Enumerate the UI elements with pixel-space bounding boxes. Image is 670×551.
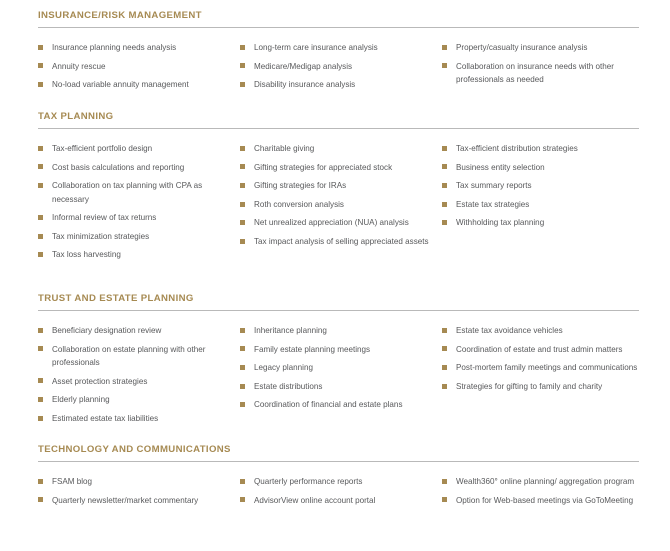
list-column-1 xyxy=(38,142,228,267)
list-item xyxy=(38,412,228,425)
item-label: Strategies for gifting to family and charity xyxy=(456,381,603,391)
item-label: Option for Web-based meetings via GoToMeeting xyxy=(456,495,634,505)
item-label: Gifting strategies for appreciated stock xyxy=(254,162,393,172)
item-label: Inheritance planning xyxy=(254,326,327,335)
square-bullet-icon xyxy=(38,234,43,239)
list-item xyxy=(38,142,228,155)
section-divider xyxy=(38,461,639,462)
item-label: Withholding tax planning xyxy=(456,218,545,228)
list-item xyxy=(240,41,430,54)
item-label: Tax impact analysis of selling appreciated assets xyxy=(254,236,429,246)
list-column-2 xyxy=(240,324,430,417)
square-bullet-icon xyxy=(240,402,245,407)
list-item xyxy=(38,230,228,243)
item-label: Elderly planning xyxy=(52,395,110,405)
square-bullet-icon xyxy=(442,497,447,502)
square-bullet-icon xyxy=(442,384,447,389)
item-label: Cost basis calculations and reporting xyxy=(52,162,185,172)
item-label: Tax summary reports xyxy=(456,181,532,191)
list-item xyxy=(240,475,430,488)
square-bullet-icon xyxy=(442,202,447,207)
list-item xyxy=(442,380,639,393)
list-item xyxy=(442,475,639,488)
item-label: Estate tax avoidance vehicles xyxy=(456,326,563,335)
list-item xyxy=(442,161,639,174)
item-label: Tax-efficient distribution strategies xyxy=(456,144,578,153)
square-bullet-icon xyxy=(240,328,245,333)
item-label: Property/casualty insurance analysis xyxy=(456,43,588,52)
list-item xyxy=(240,179,430,192)
list-item xyxy=(240,343,430,356)
list-item xyxy=(442,494,639,507)
list-item xyxy=(38,343,228,370)
square-bullet-icon xyxy=(240,164,245,169)
list-item xyxy=(240,235,430,248)
list-item xyxy=(442,41,639,54)
item-label: Asset protection strategies xyxy=(52,376,148,386)
section-title: TECHNOLOGY AND COMMUNICATIONS xyxy=(38,444,231,455)
square-bullet-icon xyxy=(240,146,245,151)
item-label: Quarterly performance reports xyxy=(254,477,363,486)
list-item xyxy=(38,494,228,507)
square-bullet-icon xyxy=(240,239,245,244)
square-bullet-icon xyxy=(38,215,43,220)
square-bullet-icon xyxy=(240,497,245,502)
item-label: Beneficiary designation review xyxy=(52,326,162,335)
section-divider xyxy=(38,310,639,311)
square-bullet-icon xyxy=(442,479,447,484)
square-bullet-icon xyxy=(442,45,447,50)
item-label: Collaboration on insurance needs with other professionals as needed xyxy=(456,61,614,84)
list-item xyxy=(240,161,430,174)
square-bullet-icon xyxy=(38,252,43,257)
item-label: Quarterly newsletter/market commentary xyxy=(52,495,199,505)
square-bullet-icon xyxy=(240,384,245,389)
item-label: Estate tax strategies xyxy=(456,199,530,209)
list-item xyxy=(442,142,639,155)
list-item xyxy=(240,324,430,337)
square-bullet-icon xyxy=(38,45,43,50)
item-label: Coordination of financial and estate plans xyxy=(254,400,403,410)
list-item xyxy=(240,361,430,374)
item-label: Estate distributions xyxy=(254,381,323,391)
square-bullet-icon xyxy=(442,183,447,188)
list-item xyxy=(38,179,228,206)
list-item xyxy=(240,142,430,155)
list-item xyxy=(38,375,228,388)
list-item xyxy=(240,60,430,73)
section-divider xyxy=(38,128,639,129)
list-item xyxy=(38,324,228,337)
square-bullet-icon xyxy=(442,346,447,351)
item-label: Charitable giving xyxy=(254,144,315,153)
square-bullet-icon xyxy=(240,346,245,351)
item-label: Collaboration on estate planning with other professionals xyxy=(52,344,206,367)
list-item xyxy=(442,343,639,356)
item-label: No-load variable annuity management xyxy=(52,80,189,90)
section-title: TRUST AND ESTATE PLANNING xyxy=(38,293,194,304)
square-bullet-icon xyxy=(240,63,245,68)
square-bullet-icon xyxy=(240,365,245,370)
list-item xyxy=(442,179,639,192)
item-label: Estimated estate tax liabilities xyxy=(52,413,159,423)
item-label: Informal review of tax returns xyxy=(52,213,157,223)
item-label: Long-term care insurance analysis xyxy=(254,43,378,52)
list-item xyxy=(240,398,430,411)
list-column-2 xyxy=(240,142,430,254)
square-bullet-icon xyxy=(38,497,43,502)
square-bullet-icon xyxy=(38,397,43,402)
item-label: AdvisorView online account portal xyxy=(254,495,376,505)
item-label: Net unrealized appreciation (NUA) analysis xyxy=(254,218,409,228)
square-bullet-icon xyxy=(442,220,447,225)
square-bullet-icon xyxy=(240,82,245,87)
square-bullet-icon xyxy=(442,328,447,333)
list-item xyxy=(38,78,228,91)
list-column-2 xyxy=(240,41,430,97)
square-bullet-icon xyxy=(38,346,43,351)
item-label: Tax-efficient portfolio design xyxy=(52,144,153,153)
item-label: Insurance planning needs analysis xyxy=(52,43,177,52)
item-label: Disability insurance analysis xyxy=(254,80,356,90)
item-label: FSAM blog xyxy=(52,477,93,486)
list-item xyxy=(38,393,228,406)
list-item xyxy=(442,198,639,211)
list-column-3 xyxy=(442,324,639,398)
list-column-1 xyxy=(38,324,228,430)
section-title: INSURANCE/RISK MANAGEMENT xyxy=(38,10,202,21)
square-bullet-icon xyxy=(240,183,245,188)
square-bullet-icon xyxy=(38,63,43,68)
item-label: Tax loss harvesting xyxy=(52,250,121,260)
square-bullet-icon xyxy=(240,220,245,225)
list-item xyxy=(240,380,430,393)
item-label: Wealth360° online planning/ aggregation program xyxy=(456,477,635,486)
square-bullet-icon xyxy=(38,416,43,421)
list-item xyxy=(38,211,228,224)
item-label: Tax minimization strategies xyxy=(52,231,150,241)
list-item xyxy=(442,361,639,374)
list-item xyxy=(240,198,430,211)
list-item xyxy=(38,248,228,261)
item-label: Collaboration on tax planning with CPA as necessary xyxy=(52,181,203,204)
section-title: TAX PLANNING xyxy=(38,111,114,122)
item-label: Gifting strategies for IRAs xyxy=(254,181,347,191)
list-column-3 xyxy=(442,142,639,235)
item-label: Coordination of estate and trust admin matters xyxy=(456,344,623,354)
item-label: Medicare/Medigap analysis xyxy=(254,61,353,71)
square-bullet-icon xyxy=(240,479,245,484)
list-column-3 xyxy=(442,475,639,512)
list-column-2 xyxy=(240,475,430,512)
list-item xyxy=(38,475,228,488)
item-label: Annuity rescue xyxy=(52,61,106,71)
list-item xyxy=(240,78,430,91)
list-item xyxy=(442,216,639,229)
list-column-3 xyxy=(442,41,639,92)
square-bullet-icon xyxy=(38,82,43,87)
square-bullet-icon xyxy=(38,164,43,169)
item-label: Business entity selection xyxy=(456,162,545,172)
square-bullet-icon xyxy=(38,378,43,383)
square-bullet-icon xyxy=(38,183,43,188)
square-bullet-icon xyxy=(38,479,43,484)
list-item xyxy=(442,60,639,87)
square-bullet-icon xyxy=(38,146,43,151)
list-item xyxy=(38,41,228,54)
square-bullet-icon xyxy=(442,63,447,68)
item-label: Legacy planning xyxy=(254,363,313,373)
square-bullet-icon xyxy=(442,365,447,370)
square-bullet-icon xyxy=(240,202,245,207)
item-label: Family estate planning meetings xyxy=(254,344,371,354)
list-item xyxy=(240,494,430,507)
item-label: Roth conversion analysis xyxy=(254,199,344,209)
section-divider xyxy=(38,27,639,28)
list-item xyxy=(38,161,228,174)
square-bullet-icon xyxy=(240,45,245,50)
list-item xyxy=(240,216,430,229)
square-bullet-icon xyxy=(442,164,447,169)
list-column-1 xyxy=(38,41,228,97)
list-item xyxy=(442,324,639,337)
list-column-1 xyxy=(38,475,228,512)
square-bullet-icon xyxy=(442,146,447,151)
square-bullet-icon xyxy=(38,328,43,333)
list-item xyxy=(38,60,228,73)
item-label: Post-mortem family meetings and communications xyxy=(456,363,638,373)
